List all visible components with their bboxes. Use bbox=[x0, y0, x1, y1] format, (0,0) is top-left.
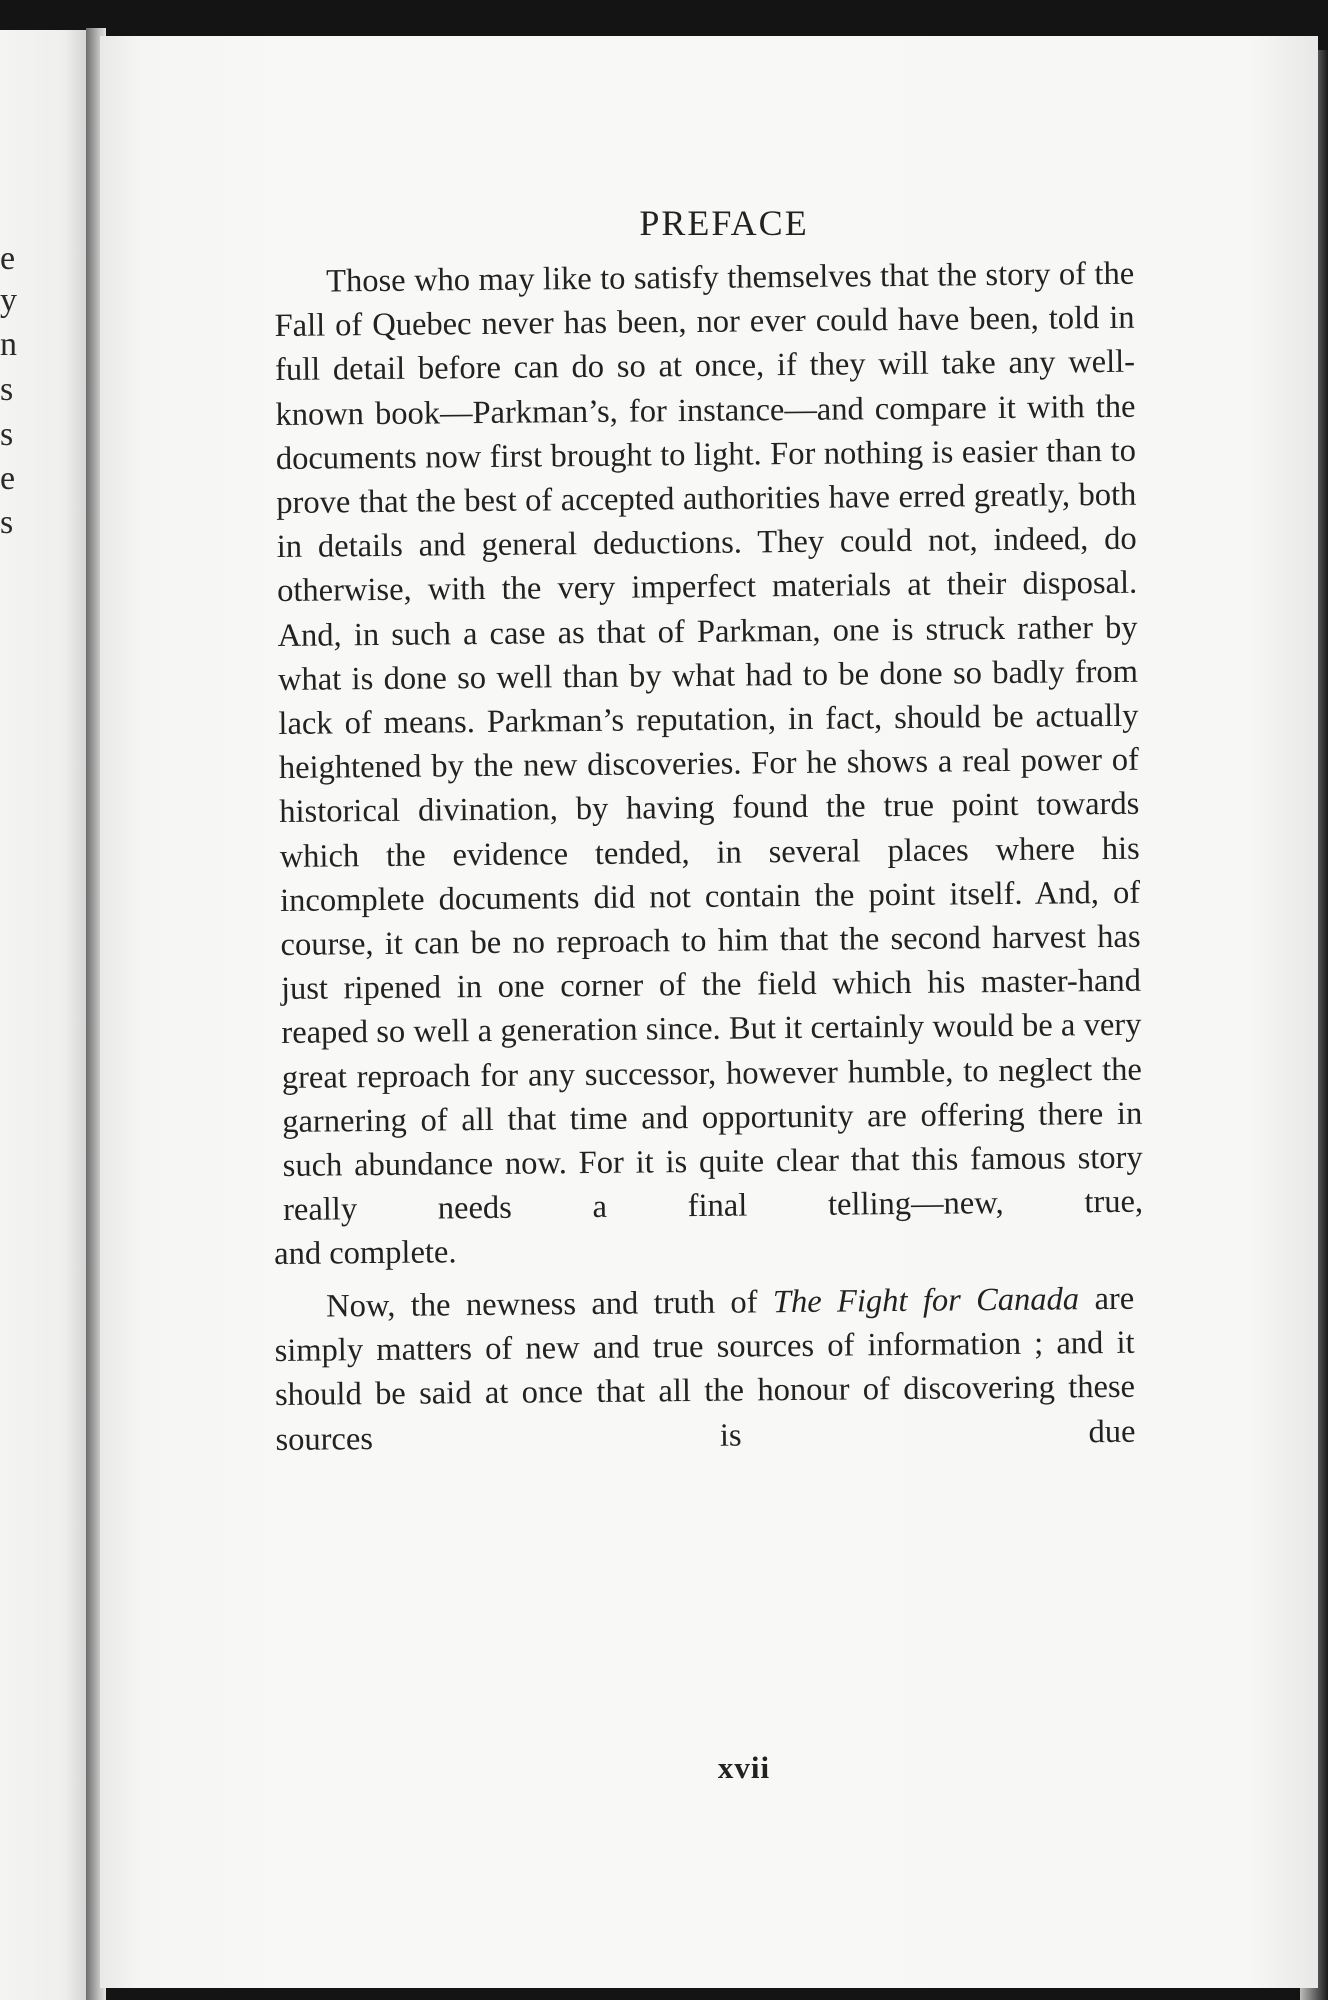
facing-page-fragment: n bbox=[0, 326, 17, 363]
paragraph-1-end-text: and complete. bbox=[274, 1234, 457, 1273]
facing-page-fragment: e bbox=[0, 460, 16, 497]
book-title: The Fight for Canada bbox=[772, 1280, 1080, 1320]
page-number: xvii bbox=[717, 1750, 771, 1785]
paragraph-2-rest: are simply matters of new and true sources of information ; and it should be said at once that all the honour of discovering these sources is due bbox=[274, 1280, 1136, 1458]
paragraph-2-start: Now, the newness and truth of bbox=[326, 1284, 758, 1325]
facing-page-fragment: e bbox=[0, 240, 16, 277]
text-block bbox=[274, 202, 1144, 1785]
paragraph-1-end bbox=[274, 1224, 1134, 1276]
paragraph-1-body: Those who may like to satisfy themselves that the story of the Fall of Quebec never has been, nor ever could have been, told in full detail before can do so at once, if they will take any well-known book—Parkman’s, for instance—and compare it with the documents now first brought to light. For nothing is easier than to prove that the best of accepted authorities have erred greatly, both in details and general deductions. They could not, indeed, do otherwise, with the very imperfect materials at their disposal. And, in such a case as that of Parkman, one is struck rather by what is done so well than by what had to be done so badly from lack of means. Parkman’s reputation, in fact, should be actually heightened by the new discoveries. For he shows a real power of historical divination, by having found the true point towards which the evidence tended, in several places where his incomplete documents did not contain the point itself. And, of course, it can be no reproach to him that the second harvest has just ripened in one corner of the field which his master-hand reaped so well a generation since. But it certainly would be a very great reproach for any successor, however humble, to neglect the garnering of all that time and opportunity are offering there in such abundance now. For it is quite clear that this famous story really needs a final telling—new, true, bbox=[274, 255, 1144, 1229]
facing-page-edge bbox=[0, 30, 92, 2000]
facing-page-fragment: s bbox=[0, 371, 14, 408]
paragraph-1 bbox=[274, 252, 1143, 1233]
facing-page-fragment: y bbox=[0, 282, 17, 319]
book-page bbox=[100, 36, 1318, 1988]
page-heading: PREFACE bbox=[639, 203, 809, 243]
facing-page-fragment: s bbox=[0, 416, 14, 453]
facing-page-fragment: s bbox=[0, 504, 14, 541]
paragraph-2 bbox=[274, 1276, 1136, 1461]
